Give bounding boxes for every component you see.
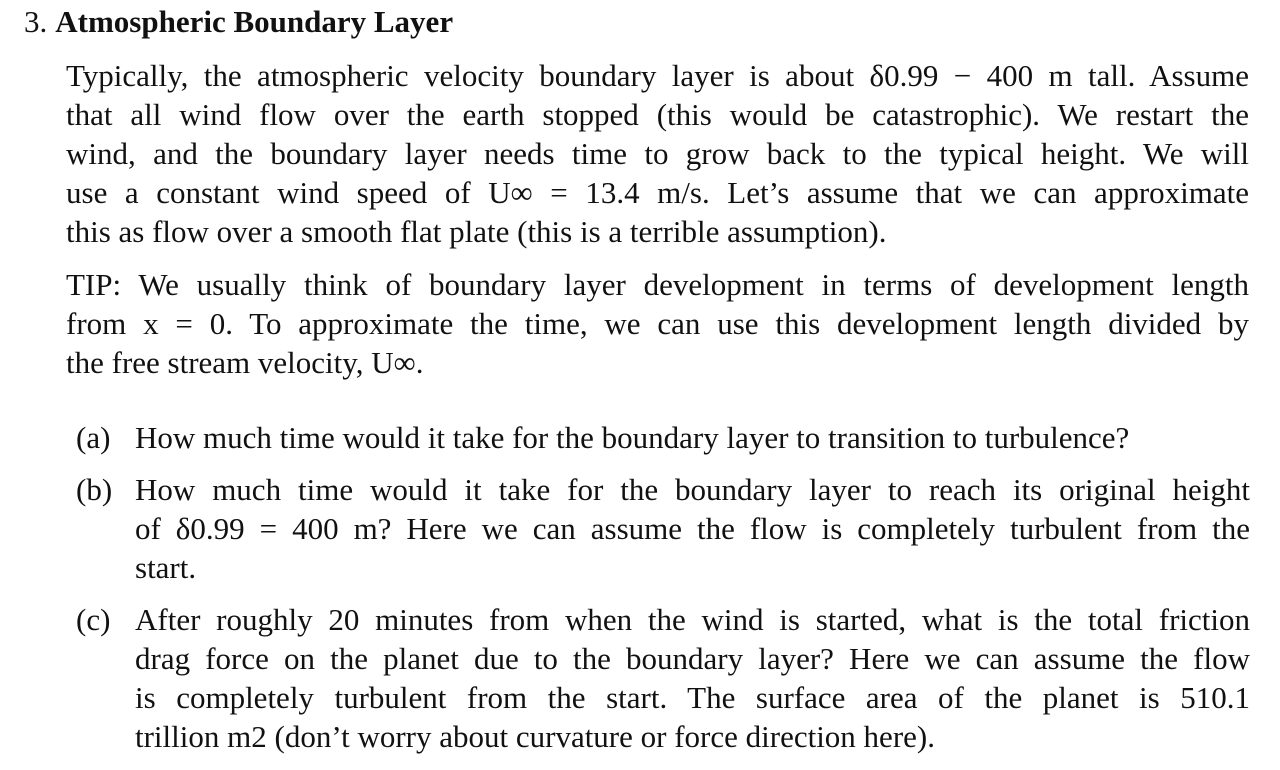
question-part-a: [76, 418, 1250, 457]
part-body: [135, 470, 1250, 587]
intro-line: that all wind flow over the earth stopped (this would be catastrophic). We restart the: [66, 97, 1249, 132]
part-body: [135, 600, 1250, 756]
part-line: of δ0.99 = 400 m? Here we can assume the flow is completely turbulent from the: [135, 511, 1250, 546]
problem-heading: [24, 2, 453, 42]
intro-line: wind, and the boundary layer needs time to grow back to the typical height. We will: [66, 136, 1249, 171]
part-line: start.: [135, 550, 197, 585]
part-line: is completely turbulent from the start. The surface area of the planet is 510.1: [135, 680, 1250, 715]
part-body: [135, 418, 1250, 457]
problem-number: 3.: [24, 4, 48, 39]
part-line: trillion m2 (don’t worry about curvature or force direction here).: [135, 719, 935, 754]
question-parts-list: [76, 418, 1250, 769]
part-label: (c): [76, 602, 111, 637]
tip-line: the free stream velocity, U∞.: [66, 345, 424, 380]
part-line: How much time would it take for the boundary layer to reach its original height: [135, 472, 1250, 507]
part-line: After roughly 20 minutes from when the wind is started, what is the total friction: [135, 602, 1250, 637]
part-line: drag force on the planet due to the boundary layer? Here we can assume the flow: [135, 641, 1250, 676]
intro-line: Typically, the atmospheric velocity boundary layer is about δ0.99 − 400 m tall. Assume: [66, 58, 1249, 93]
part-label: (a): [76, 420, 111, 455]
intro-line: use a constant wind speed of U∞ = 13.4 m/s. Let’s assume that we can approximate: [66, 175, 1249, 210]
problem-title: Atmospheric Boundary Layer: [55, 4, 454, 39]
part-line: How much time would it take for the boundary layer to transition to turbulence?: [135, 420, 1130, 455]
part-label: (b): [76, 472, 113, 507]
question-part-c: [76, 600, 1250, 756]
tip-line: from x = 0. To approximate the time, we can use this development length divided by: [66, 306, 1249, 341]
tip-line: TIP: We usually think of boundary layer development in terms of development length: [66, 267, 1249, 302]
intro-line: this as flow over a smooth flat plate (this is a terrible assumption).: [66, 214, 887, 249]
question-part-b: [76, 470, 1250, 587]
intro-paragraph: [66, 56, 1249, 251]
tip-paragraph: [66, 265, 1249, 382]
